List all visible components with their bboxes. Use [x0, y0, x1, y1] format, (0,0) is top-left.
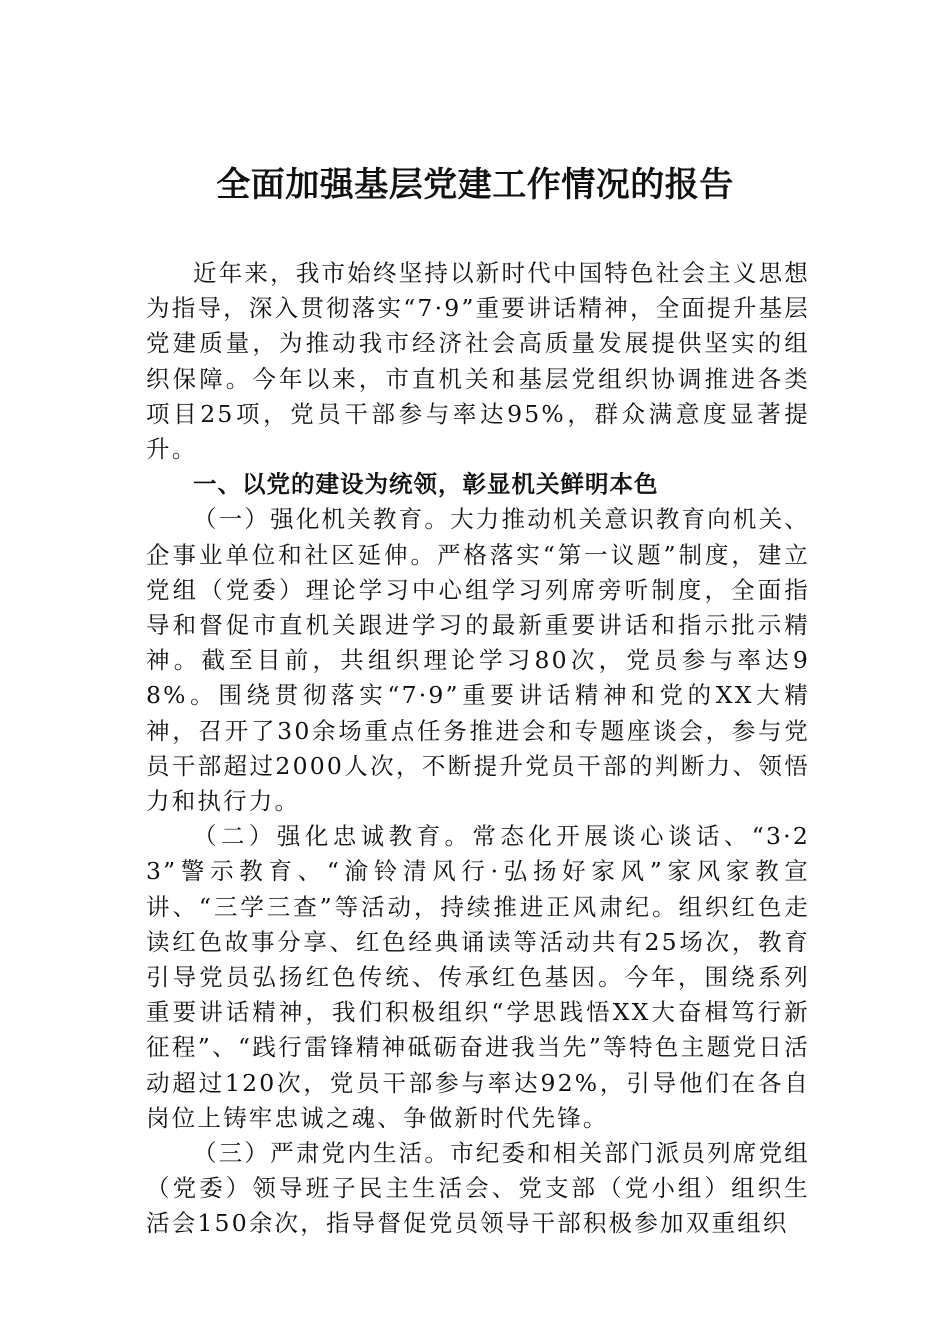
paragraph-party-life: （三）严肃党内生活。市纪委和相关部门派员列席党组（党委）领导班子民主生活会、党支部（党小组）组织生活会150余次，指导督促党员领导干部积极参加双重组织: [146, 1139, 810, 1238]
section-heading-1: 一、以党的建设为统领，彰显机关鲜明本色: [193, 470, 659, 499]
paragraph-education: （一）强化机关教育。大力推动机关意识教育向机关、企事业单位和社区延伸。严格落实“第一议题”制度，建立党组（党委）理论学习中心组学习列席旁听制度，全面指导和督促市直机关跟进学习的最新重要讲话和指示批示精神。截至目前，共组织理论学习80次，党员参与率达98%。围绕贯彻落实“7·9”重要讲话精神和党的XX大精神，召开了30余场重点任务推进会和专题座谈会，参与党员干部超过2000人次，不断提升党员干部的判断力、领悟力和执行力。: [146, 505, 810, 816]
paragraph-loyalty: （二）强化忠诚教育。常态化开展谈心谈话、“3·23”警示教育、“渝铃清风行·弘扬好家风”家风家教宣讲、“三学三查”等活动，持续推进正风肃纪。组织红色走读红色故事分享、红色经典诵读等活动共有25场次，教育引导党员弘扬红色传统、传承红色基因。今年，围绕系列重要讲话精神，我们积极组织“学思践悟XX大奋楫笃行新征程”、“践行雷锋精神砥砺奋进我当先”等特色主题党日活动超过120次，党员干部参与率达92%，引导他们在各自岗位上铸牢忠诚之魂、争做新时代先锋。: [146, 822, 810, 1132]
intro-paragraph: 近年来，我市始终坚持以新时代中国特色社会主义思想为指导，深入贯彻落实“7·9”重要讲话精神，全面提升基层党建质量，为推动我市经济社会高质量发展提供坚实的组织保障。今年以来，市直机关和基层党组织协调推进各类项目25项，党员干部参与率达95%，群众满意度显著提升。: [146, 259, 810, 464]
document-title: 全面加强基层党建工作情况的报告: [216, 165, 734, 205]
document-body: [146, 256, 810, 1242]
